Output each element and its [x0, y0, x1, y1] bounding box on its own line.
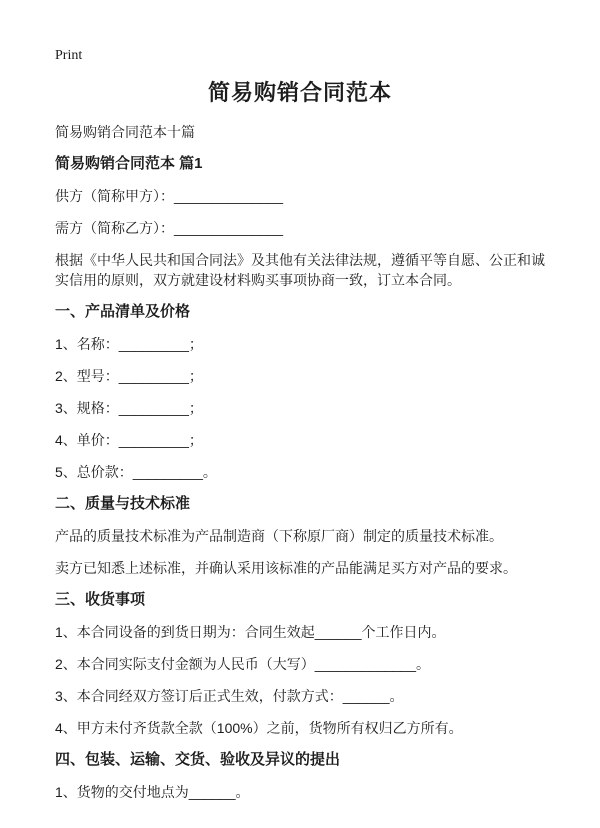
print-link[interactable]: Print: [55, 48, 83, 63]
section-heading: 二、质量与技术标准: [55, 495, 191, 512]
paragraph: 1、本合同设备的到货日期为：合同生效起______个工作日内。: [55, 624, 446, 640]
paragraph: 4、单价：_________；: [55, 432, 203, 448]
paragraph: 3、本合同经双方签订后正式生效，付款方式：______。: [55, 688, 404, 704]
paragraph: 4、甲方未付齐货款全款（100%）之前，货物所有权归乙方所有。: [55, 720, 463, 736]
doc-subtitle: 简易购销合同范本十篇: [55, 124, 195, 140]
paragraph: 1、货物的交付地点为______。: [55, 784, 250, 800]
paragraph: 2、本合同实际支付金额为人民币（大写）_____________。: [55, 656, 431, 672]
section-heading: 简易购销合同范本 篇1: [55, 155, 203, 172]
paragraph: 5、总价款：_________。: [55, 464, 217, 480]
paragraph: 3、规格：_________；: [55, 400, 203, 416]
section-heading: 四、包装、运输、交货、验收及异议的提出: [55, 751, 341, 768]
document-body: [55, 154, 545, 802]
page-title: 简易购销合同范本: [207, 80, 392, 105]
paragraph: 2、型号：_________；: [55, 368, 203, 384]
paragraph: 根据《中华人民共和国合同法》及其他有关法律法规，遵循平等自愿、公正和诚实信用的原则，双方就建设材料购买事项协商一致，订立本合同。: [55, 252, 545, 288]
section-heading: 三、收货事项: [55, 591, 146, 608]
paragraph: 需方（简称乙方）：______________: [55, 220, 284, 236]
paragraph: 产品的质量技术标准为产品制造商（下称原厂商）制定的质量技术标准。: [55, 528, 503, 544]
section-heading: 一、产品清单及价格: [55, 303, 191, 320]
paragraph: 供方（简称甲方）：______________: [55, 188, 284, 204]
paragraph: 卖方已知悉上述标准，并确认采用该标准的产品能满足买方对产品的要求。: [55, 560, 517, 576]
paragraph: 1、名称：_________；: [55, 336, 203, 352]
